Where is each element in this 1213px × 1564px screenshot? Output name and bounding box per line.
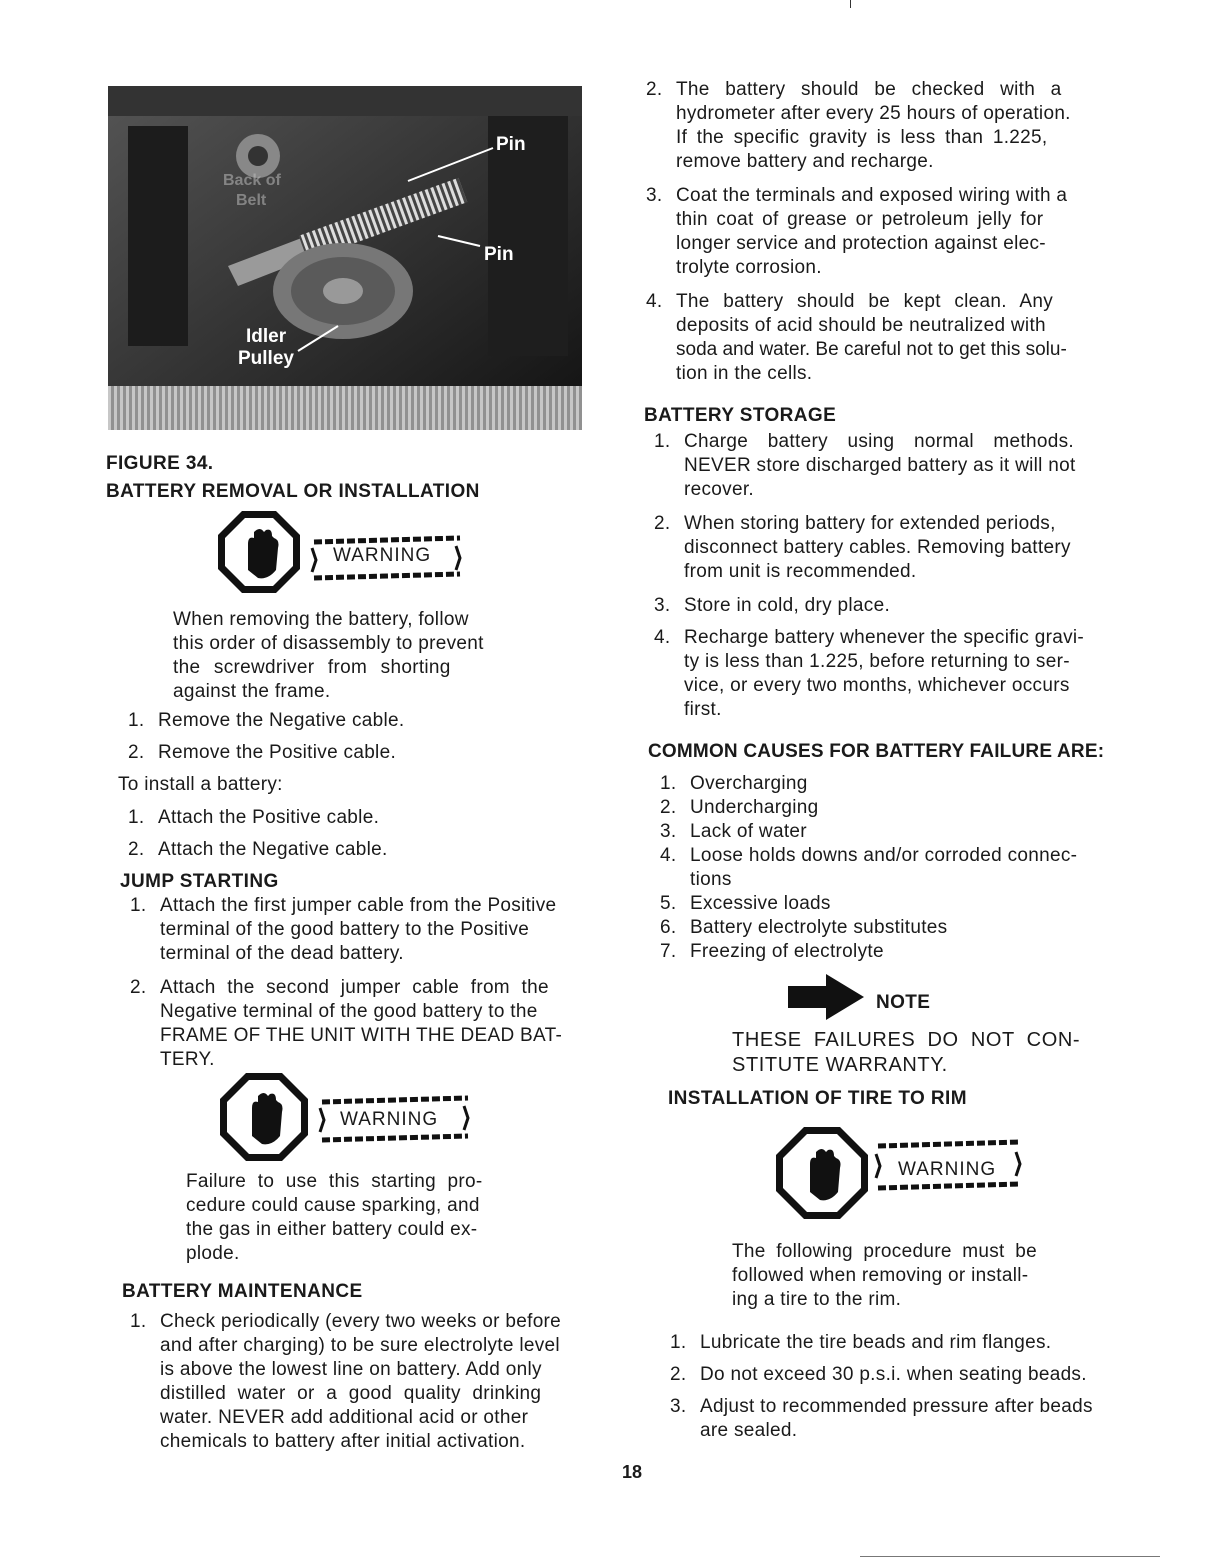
- list-item: [670, 1363, 1170, 1387]
- list-item: [660, 796, 1160, 820]
- list-item: [660, 772, 1160, 796]
- step-number: 1.: [130, 1311, 147, 1332]
- step-number: 2.: [670, 1364, 687, 1385]
- step-line: tions: [690, 869, 732, 890]
- step-line: first.: [684, 699, 722, 720]
- heading-battery-maintenance: BATTERY MAINTENANCE: [122, 1281, 363, 1302]
- step-line: terminal of the dead battery.: [160, 943, 404, 964]
- step-line: TERY.: [160, 1049, 215, 1070]
- step-number: 1.: [128, 710, 145, 731]
- step-line: Recharge battery whenever the specific gravi-: [684, 627, 1085, 648]
- step-line: Store in cold, dry place.: [684, 595, 891, 616]
- step-line: Charge battery using normal methods.: [684, 431, 1074, 452]
- step-number: 2.: [660, 797, 677, 818]
- list-item: [646, 78, 1146, 174]
- photo-label-pulley: Pulley: [238, 348, 294, 369]
- list-item: [130, 1310, 620, 1454]
- step-line: Coat the terminals and exposed wiring with a: [676, 185, 1068, 206]
- list-item: [654, 512, 1154, 584]
- step-line: longer service and protection against elec-: [676, 233, 1046, 254]
- step-line: Battery electrolyte substitutes: [690, 917, 948, 938]
- step-line: Attach the second jumper cable from the: [160, 977, 549, 998]
- step-line: Freezing of electrolyte: [690, 941, 884, 962]
- step-line: The battery should be kept clean. Any: [676, 291, 1054, 312]
- step-line: Loose holds downs and/or corroded connec-: [690, 845, 1078, 866]
- photo-label-back-of: Back of: [223, 172, 281, 189]
- step-number: 1.: [660, 773, 677, 794]
- step-line: Excessive loads: [690, 893, 831, 914]
- list-item: [130, 894, 610, 966]
- step-text: Remove the Negative cable.: [158, 710, 405, 731]
- step-line: deposits of acid should be neutralized with: [676, 315, 1046, 336]
- list-item: [130, 976, 610, 1072]
- step-line: Lubricate the tire beads and rim flanges.: [700, 1332, 1052, 1353]
- step-line: Attach the first jumper cable from the Positive: [160, 895, 557, 916]
- step-line: FRAME OF THE UNIT WITH THE DEAD BAT-: [160, 1025, 563, 1046]
- step-text: Attach the Negative cable.: [158, 839, 388, 860]
- warning-block-2: [220, 1072, 480, 1169]
- causes-list: [660, 772, 1160, 964]
- arrow-right-icon: [788, 972, 874, 1024]
- scan-edge-line: [860, 1556, 1160, 1557]
- install-intro: To install a battery:: [118, 774, 283, 795]
- note-label: NOTE: [876, 992, 931, 1013]
- list-item: [654, 626, 1154, 722]
- scan-mark: [850, 0, 851, 8]
- step-line: remove battery and recharge.: [676, 151, 934, 172]
- figure-caption: FIGURE 34.: [106, 453, 214, 474]
- warning-1-line: When removing the battery, follow: [173, 609, 469, 630]
- list-item: [660, 892, 1160, 916]
- note-line: THESE FAILURES DO NOT CON-: [732, 1029, 1081, 1051]
- list-item: [654, 594, 1154, 618]
- step-line: distilled water or a good quality drinking: [160, 1383, 542, 1404]
- step-number: 2.: [128, 839, 145, 860]
- list-item: [128, 709, 405, 733]
- warning-1-line: against the frame.: [173, 681, 331, 702]
- list-item: [646, 290, 1146, 386]
- step-number: 3.: [654, 595, 671, 616]
- step-number: 1.: [128, 807, 145, 828]
- heading-battery-removal: BATTERY REMOVAL OR INSTALLATION: [106, 481, 480, 502]
- step-number: 7.: [660, 941, 677, 962]
- list-item: [660, 916, 1160, 940]
- install-step-list: [128, 806, 388, 862]
- step-number: 2.: [128, 742, 145, 763]
- step-line: Overcharging: [690, 773, 808, 794]
- warning-1-text: [173, 608, 533, 704]
- step-line: and after charging) to be sure electrolyte level: [160, 1335, 560, 1356]
- step-line: chemicals to battery after initial activation.: [160, 1431, 526, 1452]
- step-line: vice, or every two months, whichever occurs: [684, 675, 1070, 696]
- step-number: 1.: [130, 895, 147, 916]
- step-line: tion in the cells.: [676, 363, 813, 384]
- storage-step-list: [654, 430, 1154, 722]
- step-line: When storing battery for extended periods,: [684, 513, 1056, 534]
- list-item: [670, 1331, 1170, 1355]
- step-line: NEVER store discharged battery as it will not: [684, 455, 1076, 476]
- step-line: recover.: [684, 479, 754, 500]
- step-line: trolyte corrosion.: [676, 257, 822, 278]
- list-item: [660, 820, 1160, 844]
- note-line: STITUTE WARRANTY.: [732, 1054, 948, 1076]
- step-line: terminal of the good battery to the Positive: [160, 919, 530, 940]
- warning-2-line: the gas in either battery could ex-: [186, 1219, 478, 1240]
- step-line: Adjust to recommended pressure after beads: [700, 1396, 1093, 1417]
- step-line: Lack of water: [690, 821, 807, 842]
- note-text: [732, 1028, 1132, 1078]
- step-line: Undercharging: [690, 797, 819, 818]
- warning-1-label: WARNING: [333, 545, 432, 566]
- warning-3-line: followed when removing or install-: [732, 1265, 1029, 1286]
- warning-block-1: [218, 510, 478, 601]
- note-block: [788, 972, 931, 1029]
- step-line: thin coat of grease or petroleum jelly for: [676, 209, 1044, 230]
- step-line: If the specific gravity is less than 1.225,: [676, 127, 1048, 148]
- warning-1-line: this order of disassembly to prevent: [173, 633, 484, 654]
- step-number: 2.: [130, 977, 147, 998]
- step-number: 6.: [660, 917, 677, 938]
- removal-step-list: [128, 709, 405, 765]
- warning-2-line: plode.: [186, 1243, 240, 1264]
- step-number: 2.: [646, 79, 663, 100]
- warning-3-line: The following procedure must be: [732, 1241, 1037, 1262]
- figure-34-photo: [108, 86, 582, 430]
- step-line: water. NEVER add additional acid or other: [160, 1407, 529, 1428]
- step-number: 5.: [660, 893, 677, 914]
- step-text: Remove the Positive cable.: [158, 742, 397, 763]
- step-line: soda and water. Be careful not to get this solu-: [676, 339, 1067, 360]
- warning-2-line: Failure to use this starting pro-: [186, 1171, 483, 1192]
- step-line: The battery should be checked with a: [676, 79, 1062, 100]
- list-item: [646, 184, 1146, 280]
- photo-label-belt: Belt: [236, 192, 267, 209]
- step-number: 2.: [654, 513, 671, 534]
- step-line: are sealed.: [700, 1420, 798, 1441]
- warning-2-text: [186, 1170, 546, 1266]
- page-number: 18: [622, 1462, 643, 1482]
- warning-3-line: ing a tire to the rim.: [732, 1289, 902, 1310]
- step-text: Attach the Positive cable.: [158, 807, 380, 828]
- list-item: [128, 806, 388, 830]
- list-item: [670, 1395, 1170, 1443]
- list-item: [128, 741, 405, 765]
- list-item: [660, 940, 1160, 964]
- step-number: 3.: [646, 185, 663, 206]
- maintenance-steps-continued: [646, 78, 1146, 386]
- step-line: is above the lowest line on battery. Add only: [160, 1359, 542, 1380]
- warning-block-3: [776, 1126, 1036, 1227]
- list-item: [654, 430, 1154, 502]
- list-item: [128, 838, 388, 862]
- warning-1-line: the screwdriver from shorting: [173, 657, 451, 678]
- step-line: Do not exceed 30 p.s.i. when seating beads.: [700, 1364, 1087, 1385]
- step-line: hydrometer after every 25 hours of operation.: [676, 103, 1071, 124]
- warning-2-label: WARNING: [340, 1109, 439, 1130]
- photo-label-pin-1: Pin: [496, 134, 526, 155]
- maintenance-step-1: [130, 1310, 620, 1454]
- step-number: 1.: [670, 1332, 687, 1353]
- step-line: ty is less than 1.225, before returning to ser-: [684, 651, 1070, 672]
- step-line: Check periodically (every two weeks or before: [160, 1311, 562, 1332]
- step-number: 3.: [660, 821, 677, 842]
- step-number: 4.: [654, 627, 671, 648]
- heading-tire-installation: INSTALLATION OF TIRE TO RIM: [668, 1088, 967, 1109]
- warning-3-label: WARNING: [898, 1159, 997, 1180]
- step-number: 1.: [654, 431, 671, 452]
- step-line: disconnect battery cables. Removing battery: [684, 537, 1071, 558]
- step-line: Negative terminal of the good battery to the: [160, 1001, 538, 1022]
- list-item: [660, 844, 1160, 892]
- heading-common-causes: COMMON CAUSES FOR BATTERY FAILURE ARE:: [648, 741, 1105, 762]
- step-line: from unit is recommended.: [684, 561, 917, 582]
- heading-jump-starting: JUMP STARTING: [120, 871, 279, 892]
- step-number: 4.: [660, 845, 677, 866]
- warning-2-line: cedure could cause sparking, and: [186, 1195, 480, 1216]
- warning-3-text: [732, 1240, 1132, 1312]
- heading-battery-storage: BATTERY STORAGE: [644, 405, 837, 426]
- step-number: 4.: [646, 291, 663, 312]
- photo-label-idler: Idler: [246, 326, 287, 347]
- step-number: 3.: [670, 1396, 687, 1417]
- tire-step-list: [670, 1331, 1170, 1443]
- jump-step-list: [130, 894, 610, 1072]
- photo-label-pin-2: Pin: [484, 244, 514, 265]
